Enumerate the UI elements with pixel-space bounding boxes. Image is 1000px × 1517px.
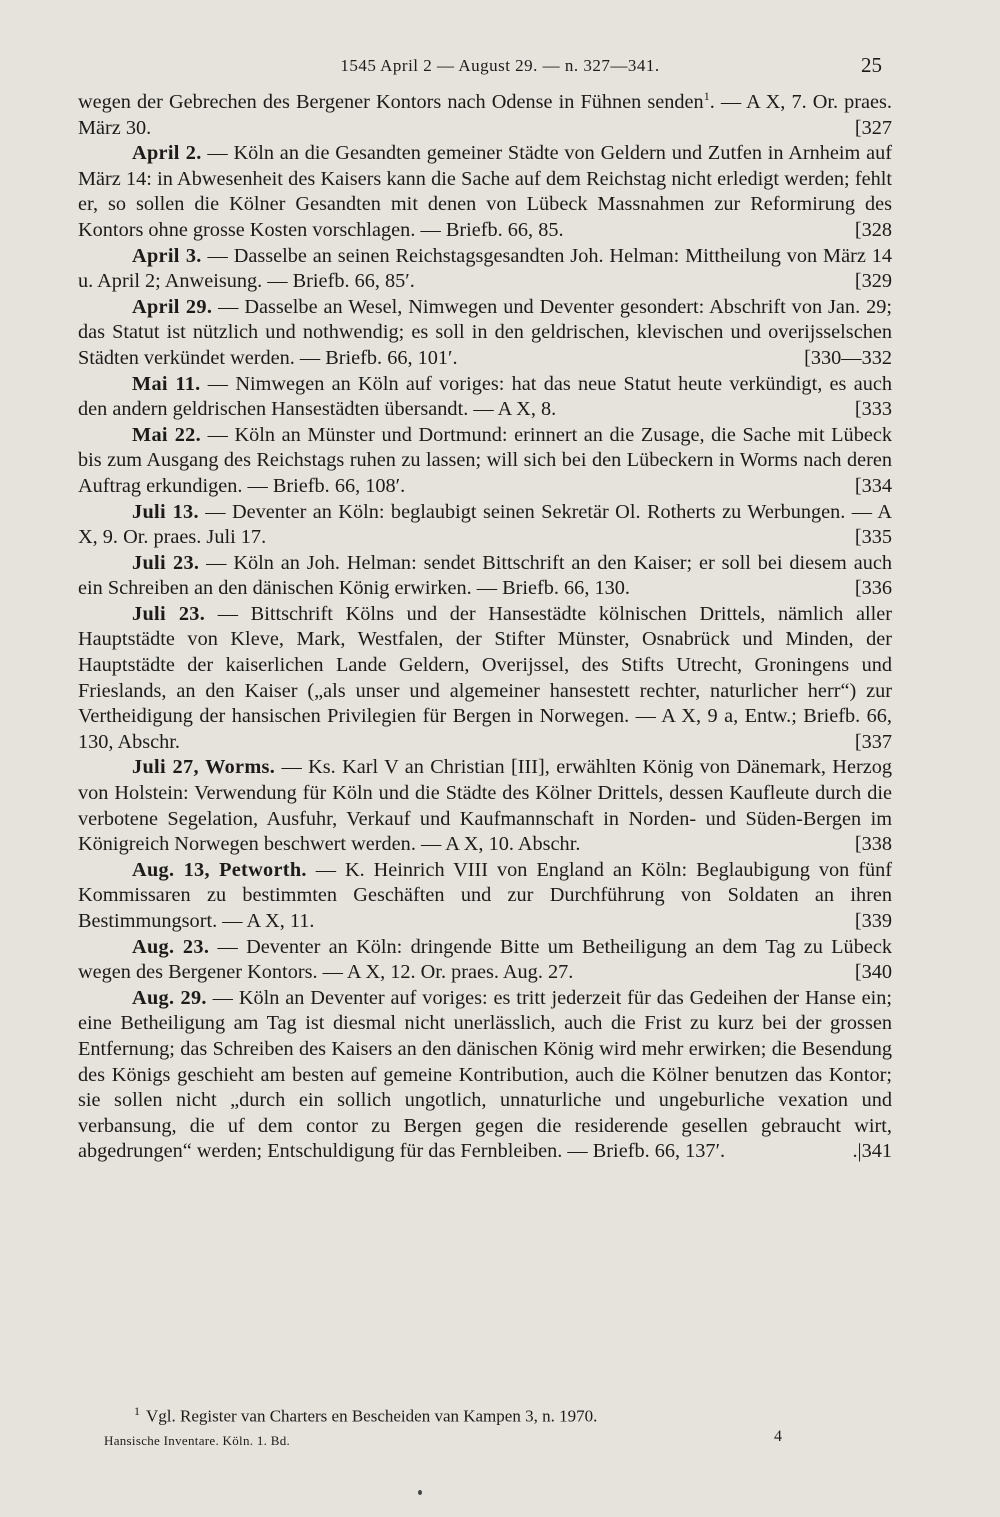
document-body	[78, 90, 892, 1165]
register-entry	[78, 551, 892, 602]
entry-date: Juli 13.	[132, 500, 199, 523]
register-entry	[78, 986, 892, 1165]
entry-date: Aug. 23.	[132, 935, 210, 958]
entry-date: April 3.	[132, 244, 202, 267]
series-title: Hansische Inventare. Köln. 1. Bd.	[104, 1433, 291, 1448]
print-mark	[418, 1490, 422, 1495]
register-entry	[78, 90, 892, 141]
entry-number: [337	[854, 730, 892, 753]
footnote	[134, 1404, 597, 1427]
register-entry	[78, 602, 892, 756]
entry-text: — Dasselbe an seinen Reichstagsgesandten Joh. Helman: Mittheilung von März 14 u. April 2; Anweisung. — Briefb. 66, 85′.	[78, 244, 892, 293]
entry-text: — Köln an die Gesandten gemeiner Städte von Geldern und Zutfen in Arnheim auf März 14: in Abwesenheit des Kaisers kann die Sache auf dem Reichstag nicht erledigt werden; fehlt er, so sollen die Kölner Gesandten mit denen von Lübeck Massnahmen zur Reformirung des Kontors ohne grosse Kosten vorschlagen. — Briefb. 66, 85.	[78, 142, 892, 241]
footnote-number: 1	[134, 1404, 140, 1418]
entry-text: — Deventer an Köln: beglaubigt seinen Sekretär Ol. Rotherts zu Werbungen. — A X, 9. Or. praes. Juli 17.	[78, 500, 893, 549]
entry-number: [340	[854, 961, 892, 984]
entry-text: — Ks. Karl V an Christian [III], erwählten König von Dänemark, Herzog von Holstein: Verwendung für Köln und die Städte des Kölner Drittels, dessen Kaufleute durch die verbotene Segelation, Ausfuhr, Verkauf und Kaufmannschaft in Norden- und Süden-Bergen im Königreich Norwegen beschwert werden. — A X, 10. Abschr.	[78, 756, 892, 856]
entry-number: [327	[854, 116, 892, 139]
entry-text: wegen der Gebrechen des Bergener Kontors nach Odense in Fühnen senden	[78, 91, 704, 113]
entry-date: Juli 23.	[132, 551, 200, 574]
entry-date: Mai 22.	[132, 423, 201, 446]
entry-text: — Nimwegen an Köln auf voriges: hat das neue Statut heute verkündigt, es auch den andern geldrischen Hansestädten übersandt. — A X, 8.	[78, 372, 893, 421]
entry-date: Juli 27, Worms.	[132, 756, 276, 779]
entry-text: — Deventer an Köln: dringende Bitte um Betheiligung an dem Tag zu Lübeck wegen des Bergener Kontors. — A X, 12. Or. praes. Aug. 27.	[78, 935, 892, 984]
entry-date: Aug. 29.	[132, 986, 207, 1009]
page-number: 25	[861, 53, 882, 77]
entry-date: April 29.	[132, 295, 213, 318]
register-entry	[78, 858, 892, 935]
register-entry	[78, 423, 892, 500]
running-title: 1545 April 2 — August 29. — n. 327—341.	[340, 56, 660, 75]
entry-text: — Bittschrift Kölns und der Hansestädte kölnischen Drittels, nämlich aller Hauptstädte von Kleve, Mark, Westfalen, der Stifter Münster, Osnabrück und Minden, der Hauptstädte der kaiserlichen Lande Geldern, Overijssel, des Stifts Utrecht, Groningens und Frieslands, an den Kaiser („als unser und algemeiner hansestett rechter, naturlicher herr“) zur Vertheidigung der hansischen Privilegien für Bergen in Norwegen. — A X, 9 a, Entw.; Briefb. 66, 130, Abschr.	[78, 602, 892, 753]
entry-date: Juli 23.	[132, 602, 206, 625]
entry-text: — Dasselbe an Wesel, Nimwegen und Deventer gesondert: Abschrift von Jan. 29; das Statut ist nützlich und nothwendig; es soll in den geldrischen, klevischen und overijsselschen Städten verkündet werden. — Briefb. 66, 101′.	[78, 295, 893, 369]
entry-number: [334	[854, 474, 892, 497]
entry-date: Mai 11.	[132, 372, 201, 395]
entry-number: [339	[854, 910, 892, 932]
entry-number: [330—332	[804, 346, 892, 369]
entry-text: — K. Heinrich VIII von England an Köln: Beglaubigung von fünf Kommissaren zu bestimmten Geschäften und zur Durchführung von Soldaten an ihren Bestimmungsort. — A X, 11.	[78, 858, 892, 932]
entry-text: — Köln an Deventer auf voriges: es tritt jederzeit für das Gedeihen der Hanse ein; eine Betheiligung am Tag ist diesmal nicht unerlässlich, auch die Frist zu kurz bei der grossen Entfernung; das Schreiben des Kaisers an den dänischen König wird mehr erwirken; die Besendung des Königs geschieht am besten auf gemeine Kontribution, auch die Kölner benutzen das Kontor; sie sollen nicht „durch ein sollich ungotlich, unnaturliche und ungeburliche vexation und verbansung, die uf dem contor zu Bergen gegen die residerende gesellen gebraucht wirt, abgedrungen“ werden; Entschuldigung für das Fernbleiben. — Briefb. 66, 137′.	[78, 986, 892, 1163]
register-entry	[78, 141, 892, 243]
entry-number: [329	[854, 270, 892, 293]
entry-number: [338	[854, 833, 892, 856]
entry-number: .|341	[852, 1140, 892, 1163]
entry-number: [336	[854, 577, 892, 600]
entry-number: [333	[854, 398, 892, 421]
page-header	[0, 53, 1000, 86]
register-entry	[78, 295, 892, 372]
register-entry	[78, 500, 892, 551]
entry-number: [335	[854, 526, 892, 549]
entry-text-tail: . — A X, 7. Or. praes. März 30.	[78, 91, 892, 139]
entry-date: April 2.	[132, 142, 202, 165]
register-entry	[78, 755, 892, 857]
footnote-reference: 1	[703, 89, 710, 104]
sheet-number: 4	[774, 1428, 782, 1445]
register-entry	[78, 372, 892, 423]
entry-number: [328	[854, 218, 892, 241]
entry-date: Aug. 13, Petworth.	[132, 858, 307, 881]
entry-text: — Köln an Münster und Dortmund: erinnert an die Zusage, die Sache mit Lübeck bis zum Ausgang des Reichstags ruhen zu lassen; will sich bei den Lübeckern in Worms nach deren Auftrag erkundigen. — Briefb. 66, 108′.	[78, 423, 892, 497]
entry-text: — Köln an Joh. Helman: sendet Bittschrift an den Kaiser; er soll bei diesem auch ein Schreiben an den dänischen König erwirken. — Briefb. 66, 130.	[78, 551, 892, 600]
register-entry	[78, 244, 892, 295]
register-entry	[78, 935, 892, 986]
footnote-text: Vgl. Register van Charters en Bescheiden van Kampen 3, n. 1970.	[146, 1406, 598, 1426]
